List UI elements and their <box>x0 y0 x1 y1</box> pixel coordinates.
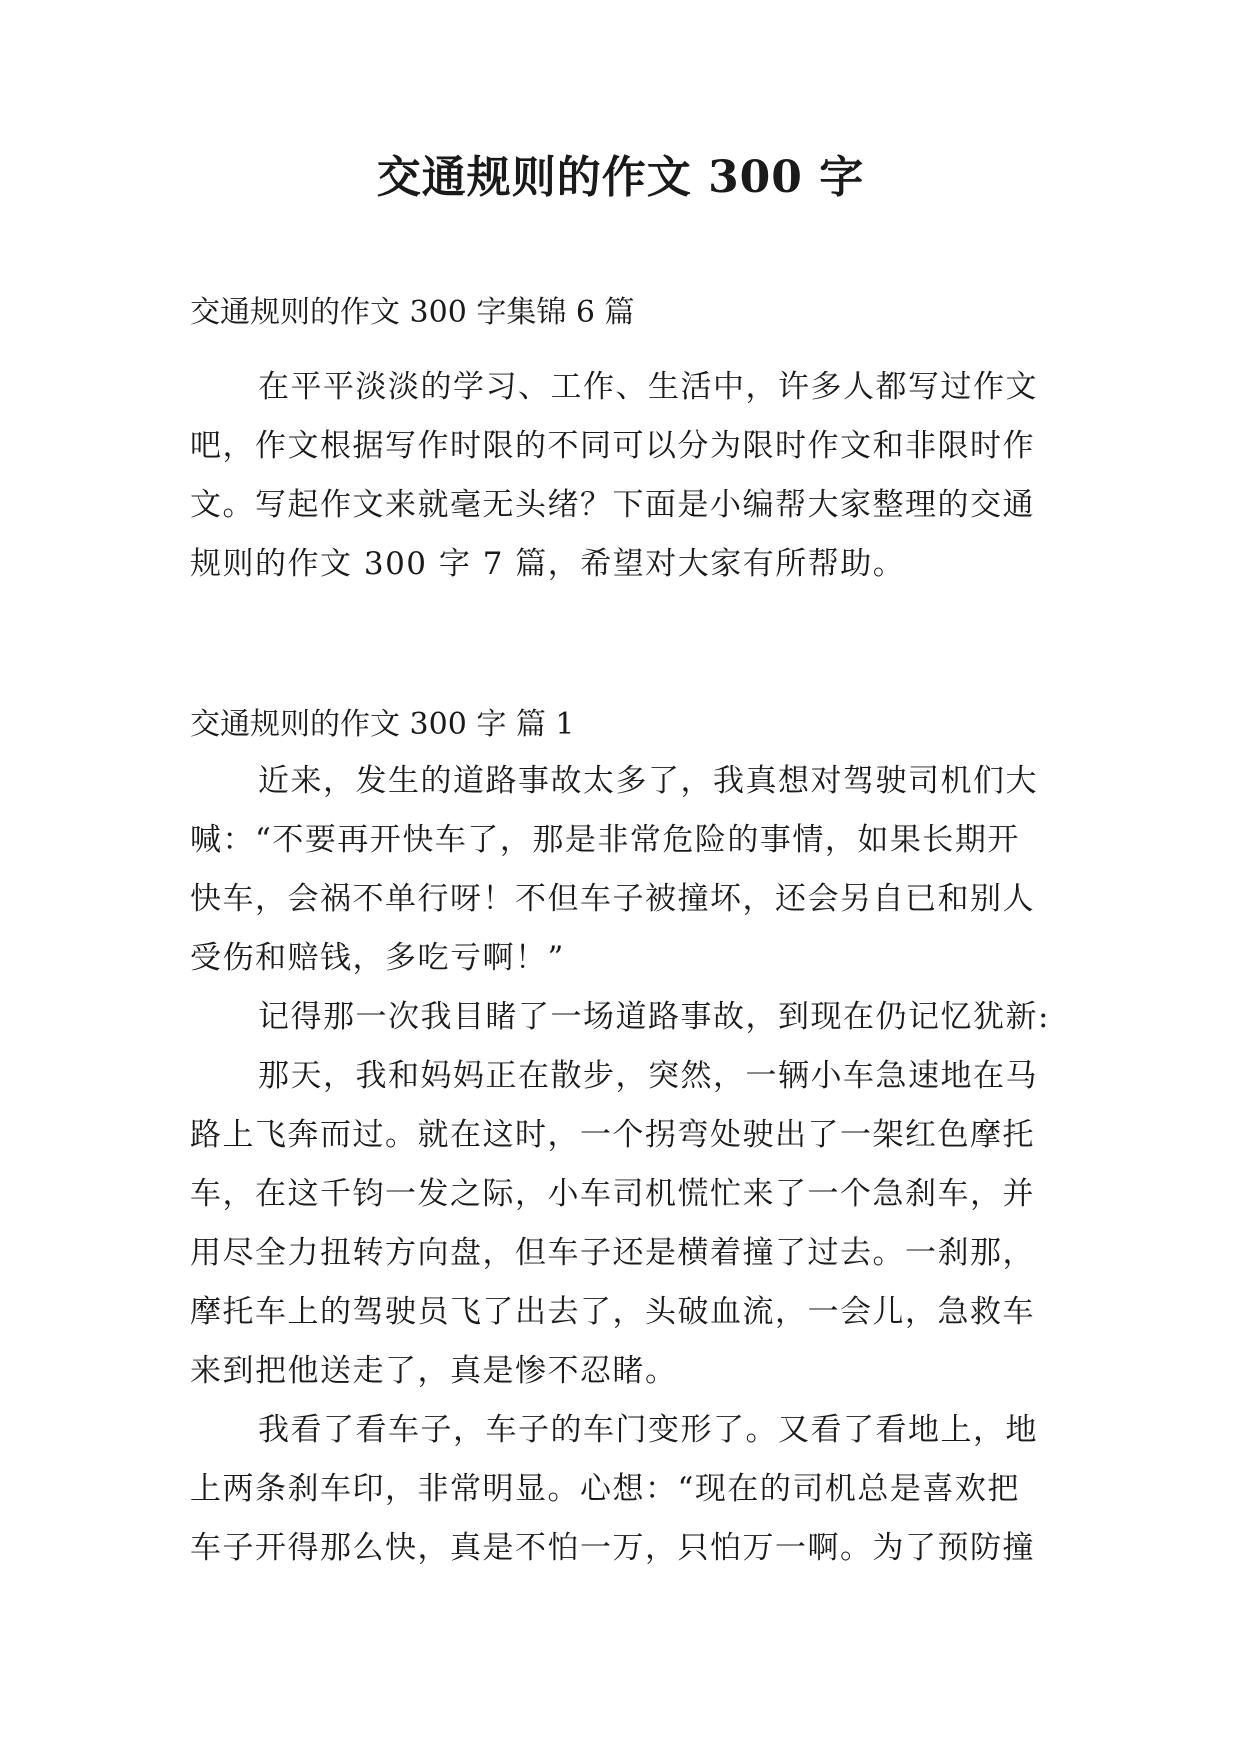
text-line: 文。写起作文来就毫无头绪？下面是小编帮大家整理的交通 <box>190 487 1035 523</box>
text-line: 吧，作文根据写作时限的不同可以分为限时作文和非限时作 <box>190 428 1035 464</box>
text-line: 在平平淡淡的学习、工作、生活中，许多人都写过作文 <box>258 369 1038 405</box>
text-line: 摩托车上的驾驶员飞了出去了，头破血流，一会儿，急救车 <box>190 1294 1035 1330</box>
body-text <box>190 752 1050 1578</box>
text-line: 规则的作文 300 字 7 篇，希望对大家有所帮助。 <box>190 546 906 582</box>
text-line: 快车，会祸不单行呀！不但车子被撞坏，还会另自已和别人 <box>190 881 1035 917</box>
text-line: 来到把他送走了，真是惨不忍睹。 <box>190 1353 678 1389</box>
text-line: 记得那一次我目睹了一场道路事故，到现在仍记忆犹新: <box>258 999 1050 1035</box>
text-line: 我看了看车子，车子的车门变形了。又看了看地上，地 <box>258 1412 1038 1448</box>
text-line: 近来，发生的道路事故太多了，我真想对驾驶司机们大 <box>258 763 1038 799</box>
text-line: 受伤和赔钱，多吃亏啊！” <box>190 940 565 976</box>
intro-paragraph <box>190 358 1050 594</box>
document-title: 交通规则的作文 300 字 <box>376 152 865 203</box>
text-line: 喊：“不要再开快车了，那是非常危险的事情，如果长期开 <box>190 822 1020 858</box>
text-line: 上两条刹车印，非常明显。心想：“现在的司机总是喜欢把 <box>190 1471 1020 1507</box>
section-heading: 交通规则的作文 300 字 篇 1 <box>190 707 575 742</box>
text-line: 用尽全力扭转方向盘，但车子还是横着撞了过去。一刹那， <box>190 1235 1035 1271</box>
text-line: 那天，我和妈妈正在散步，突然，一辆小车急速地在马 <box>258 1058 1038 1094</box>
text-line: 路上飞奔而过。就在这时，一个拐弯处驶出了一架红色摩托 <box>190 1117 1035 1153</box>
text-line: 车，在这千钧一发之际，小车司机慌忙来了一个急刹车，并 <box>190 1176 1035 1212</box>
document-subtitle: 交通规则的作文 300 字集锦 6 篇 <box>190 295 635 330</box>
text-line: 车子开得那么快，真是不怕一万，只怕万一啊。为了预防撞 <box>190 1530 1035 1566</box>
